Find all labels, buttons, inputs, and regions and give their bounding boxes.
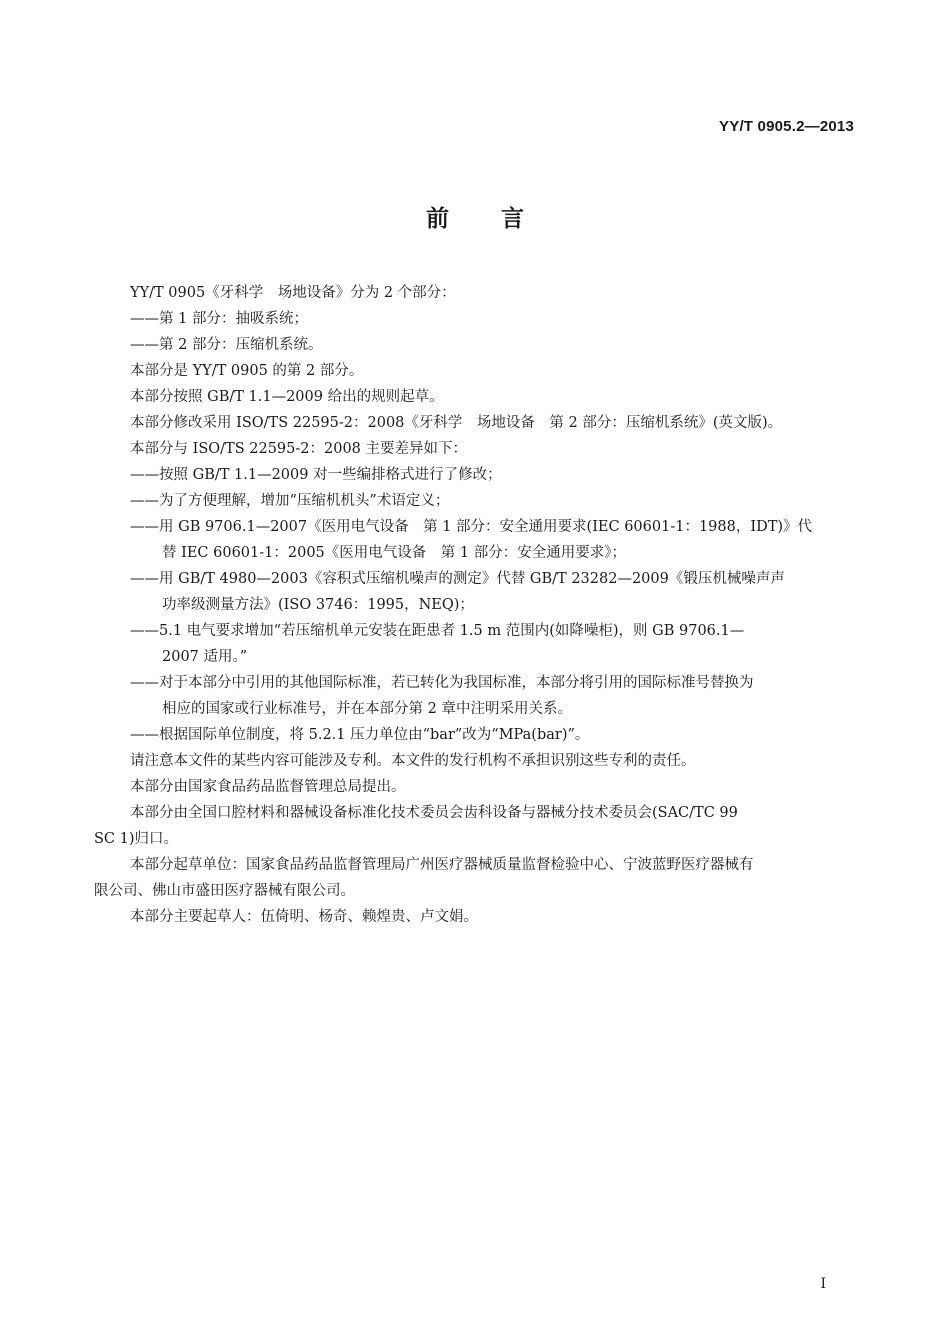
list-item: ——第 2 部分：压缩机系统。 [130, 337, 323, 353]
paragraph-continuation: SC 1)归口。 [94, 831, 179, 847]
paragraph: 本部分按照 GB/T 1.1—2009 给出的规则起草。 [130, 389, 444, 405]
page-number: I [820, 1276, 826, 1292]
paragraph: 本部分起草单位：国家食品药品监督管理局广州医疗器械质量监督检验中心、宁波蓝野医疗器械有 [130, 857, 754, 873]
list-item: ——用 GB/T 4980—2003《容积式压缩机噪声的测定》代替 GB/T 23282—2009《锻压机械噪声声 [130, 571, 785, 587]
paragraph: 本部分由全国口腔材料和器械设备标准化技术委员会齿科设备与器械分技术委员会(SAC/TC 99 [130, 805, 738, 821]
page-title: 前言 [426, 206, 576, 232]
list-item: ——根据国际单位制度，将 5.2.1 压力单位由“bar”改为“MPa(bar)”。 [130, 727, 590, 743]
list-item: ——5.1 电气要求增加“若压缩机单元安装在距患者 1.5 m 范围内(如降噪柜)，则 GB 9706.1— [130, 623, 745, 639]
list-item: ——按照 GB/T 1.1—2009 对一些编排格式进行了修改； [130, 467, 502, 483]
list-item: ——为了方便理解，增加“压缩机机头”术语定义； [130, 493, 450, 509]
paragraph: 请注意本文件的某些内容可能涉及专利。本文件的发行机构不承担识别这些专利的责任。 [130, 753, 696, 769]
paragraph: YY/T 0905《牙科学 场地设备》分为 2 个部分： [130, 285, 456, 301]
list-item-continuation: 相应的国家或行业标准号，并在本部分第 2 章中注明采用关系。 [162, 701, 572, 717]
paragraph: 本部分修改采用 ISO/TS 22595-2：2008《牙科学 场地设备 第 2 部分：压缩机系统》(英文版)。 [130, 415, 783, 431]
list-item: ——用 GB 9706.1—2007《医用电气设备 第 1 部分：安全通用要求(IEC 60601-1：1988，IDT)》代 [130, 519, 813, 535]
standard-number: YY/T 0905.2—2013 [719, 118, 854, 135]
paragraph: 本部分由国家食品药品监督管理总局提出。 [130, 779, 406, 795]
list-item: ——第 1 部分：抽吸系统； [130, 311, 308, 327]
list-item: ——对于本部分中引用的其他国际标准，若已转化为我国标准，本部分将引用的国际标准号替换为 [130, 675, 754, 691]
paragraph-continuation: 限公司、佛山市盛田医疗器械有限公司。 [94, 883, 355, 899]
foreword-body [94, 280, 854, 930]
paragraph: 本部分主要起草人：伍倚明、杨奇、赖煌贵、卢文娟。 [130, 909, 478, 925]
paragraph: 本部分是 YY/T 0905 的第 2 部分。 [130, 363, 364, 379]
paragraph: 本部分与 ISO/TS 22595-2：2008 主要差异如下： [130, 441, 468, 457]
list-item-continuation: 替 IEC 60601-1：2005《医用电气设备 第 1 部分：安全通用要求》； [162, 545, 626, 561]
list-item-continuation: 2007 适用。” [162, 649, 248, 665]
list-item-continuation: 功率级测量方法》(ISO 3746：1995，NEQ)； [162, 597, 474, 613]
